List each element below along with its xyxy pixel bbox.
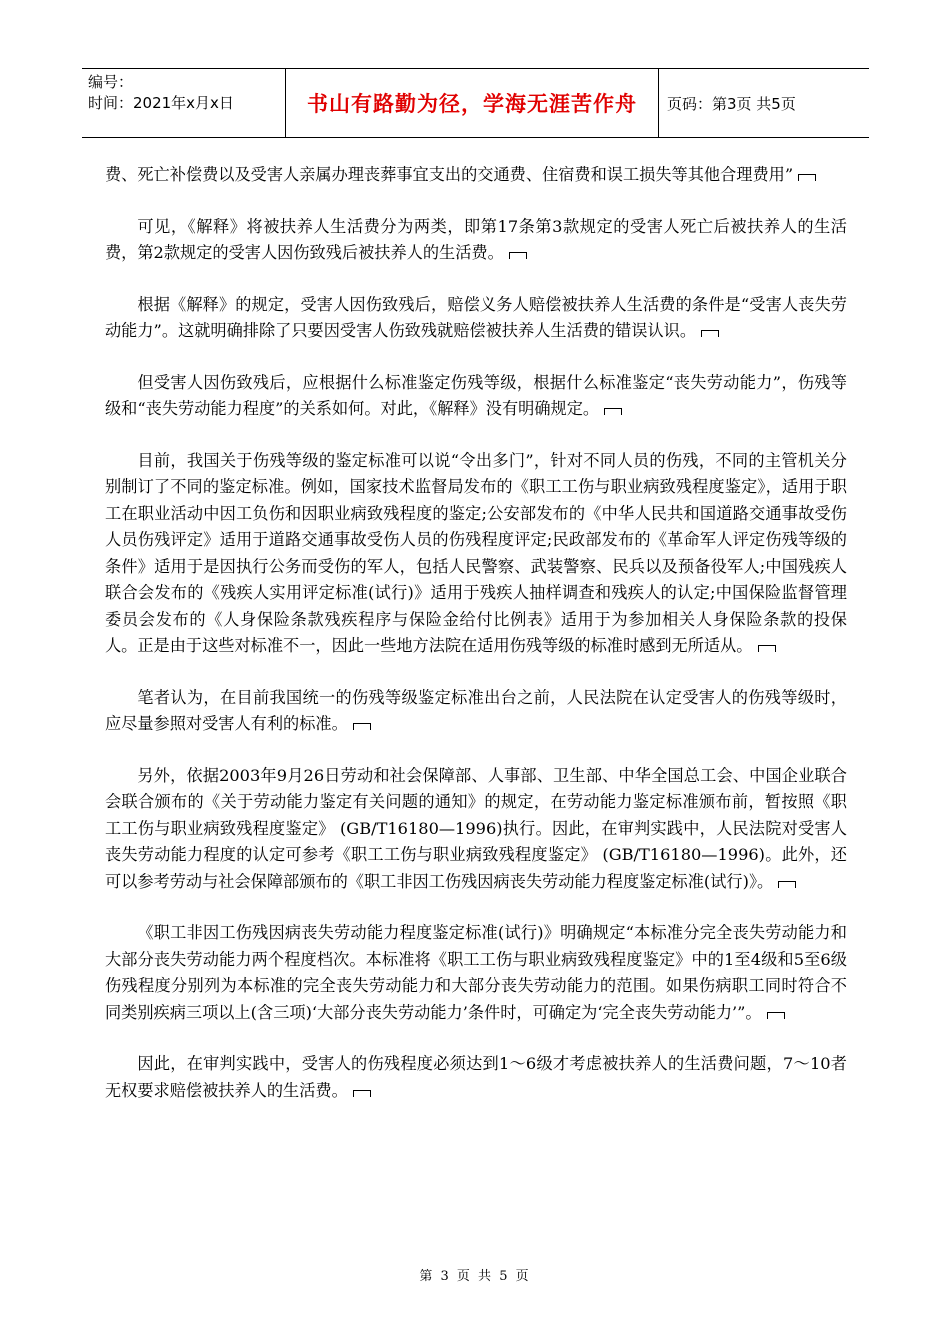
paragraph	[105, 448, 847, 660]
paragraph	[105, 370, 847, 423]
paragraph-text: 可见，《解释》将被扶养人生活费分为两类，即第17条第3款规定的受害人死亡后被扶养人的生活费，第2款规定的受害人因伤致残后被扶养人的生活费。	[105, 216, 847, 262]
header-motto: 书山有路勤为径，学海无涯苦作舟	[286, 69, 659, 137]
page-footer: 第 3 页 共 5 页	[419, 1269, 531, 1284]
paragraph-mark-icon	[352, 723, 372, 731]
paragraph-text: 因此，在审判实践中，受害人的伤残程度必须达到1～6级才考虑被扶养人的生活费问题，7～10者无权要求赔偿被扶养人的生活费。	[105, 1054, 847, 1100]
paragraph-text: 但受害人因伤致残后，应根据什么标准鉴定伤残等级，根据什么标准鉴定“丧失劳动能力”，伤残等级和“丧失劳动能力程度”的关系如何。对此，《解释》没有明确规定。	[105, 372, 847, 418]
paragraph-mark-icon	[700, 330, 720, 338]
header-meta	[82, 69, 286, 137]
paragraph	[105, 292, 847, 345]
header-page-info: 页码：第3页 共5页	[667, 94, 796, 113]
paragraph	[105, 162, 847, 189]
page-header	[82, 68, 869, 138]
paragraph-text: 笔者认为，在目前我国统一的伤残等级鉴定标准出台之前，人民法院在认定受害人的伤残等级时，应尽量参照对受害人有利的标准。	[105, 687, 847, 733]
paragraph-text: 目前，我国关于伤残等级的鉴定标准可以说“令出多门”，针对不同人员的伤残，不同的主管机关分别制订了不同的鉴定标准。例如，国家技术监督局发布的《职工工伤与职业病致残程度鉴定》，适用于职工在职业活动中因工负伤和因职业病致残程度的鉴定;公安部发布的《中华人民共和国道路交通事故受伤人员伤残评定》适用于道路交通事故受伤人员的伤残程度评定;民政部发布的《革命军人评定伤残等级的条件》适用于是因执行公务而受伤的军人，包括人民警察、武装警察、民兵以及预备役军人;中国残疾人联合会发布的《残疾人实用评定标准(试行)》适用于残疾人抽样调查和残疾人的认定;中国保险监督管理委员会发布的《人身保险条款残疾程序与保险金给付比例表》适用于为参加相关人身保险条款的投保人。正是由于这些对标准不一，因此一些地方法院在适用伤残等级的标准时感到无所适从。	[105, 450, 847, 655]
paragraph-text: 《职工非因工伤残因病丧失劳动能力程度鉴定标准(试行)》明确规定“本标准分完全丧失劳动能力和大部分丧失劳动能力两个程度档次。本标准将《职工工伤与职业病致残程度鉴定》中的1至4级和5至6级伤残程度分别列为本标准的完全丧失劳动能力和大部分丧失劳动能力的范围。如果伤病职工同时符合不同类别疾病三项以上(含三项)‘大部分丧失劳动能力’条件时，可确定为‘完全丧失劳动能力’”。	[105, 923, 847, 1022]
paragraph	[105, 920, 847, 1026]
paragraph-mark-icon	[603, 408, 623, 416]
paragraph-mark-icon	[797, 174, 817, 182]
paragraph-text: 根据《解释》的规定，受害人因伤致残后，赔偿义务人赔偿被扶养人生活费的条件是“受害人丧失劳动能力”。这就明确排除了只要因受害人伤致残就赔偿被扶养人生活费的错误认识。	[105, 294, 847, 340]
paragraph	[105, 763, 847, 896]
number-label: 编号：	[88, 73, 134, 91]
paragraph-mark-icon	[766, 1012, 786, 1020]
paragraph	[105, 1051, 847, 1104]
paragraph-text: 费、死亡补偿费以及受害人亲属办理丧葬事宜支出的交通费、住宿费和误工损失等其他合理费用”	[105, 165, 794, 184]
paragraph	[105, 685, 847, 738]
paragraph-text: 另外，依据2003年9月26日劳动和社会保障部、人事部、卫生部、中华全国总工会、中国企业联合会联合颁布的《关于劳动能力鉴定有关问题的通知》的规定，在劳动能力鉴定标准颁布前，暂按照《职工工伤与职业病致残程度鉴定》 (GB/T16180—1996)执行。因此，在审判实践中，人民法院对受害人丧失劳动能力程度的认定可参考《职工工伤与职业病致残程度鉴定》 (GB/T16180—1996)。此外，还可以参考劳动与社会保障部颁布的《职工非因工伤残因病丧失劳动能力程度鉴定标准(试行)》。	[105, 765, 847, 891]
document-body	[105, 162, 847, 1129]
paragraph	[105, 214, 847, 267]
date-line: 时间：2021年x月x日	[88, 94, 234, 112]
paragraph-mark-icon	[352, 1090, 372, 1098]
paragraph-mark-icon	[777, 881, 797, 889]
paragraph-mark-icon	[757, 645, 777, 653]
paragraph-mark-icon	[508, 252, 528, 260]
